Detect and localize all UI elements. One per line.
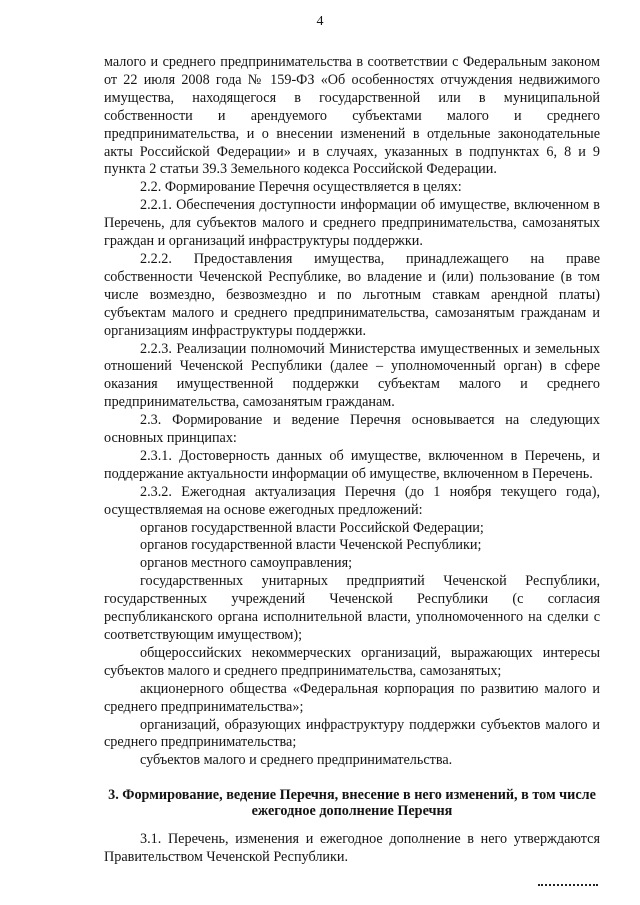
- paragraph-2-3-1: 2.3.1. Достоверность данных об имуществе, включенном в Перечень, и поддержание актуальности информации об имуществе, включенном в Перечень.: [104, 447, 600, 482]
- list-item: акционерного общества «Федеральная корпорация по развитию малого и среднего предпринимательства»;: [104, 680, 600, 715]
- section-3-title: 3. Формирование, ведение Перечня, внесение в него изменений, в том числе ежегодное дополнение Перечня: [108, 787, 596, 820]
- paragraph-intro: малого и среднего предпринимательства в соответствии с Федеральным законом от 22 июля 2008 года № 159-ФЗ «Об особенностях отчуждения недвижимого имущества, находящегося в государственной или в муниципальной собственности и арендуемого субъектами малого и среднего предпринимательства, и о внесении изменений в отдельные законодательные акты Российской Федерации» и в случаях, указанных в подпунктах 6, 8 и 9 пункта 2 статьи 39.3 Земельного кодекса Российской Федерации.: [104, 54, 600, 178]
- list-item: государственных унитарных предприятий Чеченской Республики, государственных учреждений Чеченской Республики (с согласия республиканского органа исполнительной власти, уполномоченного на сделки с соответствующим имуществом);: [104, 573, 600, 643]
- scan-mark: [538, 884, 598, 889]
- list-item: субъектов малого и среднего предпринимательства.: [140, 752, 453, 769]
- list-item: органов государственной власти Чеченской Республики;: [140, 537, 482, 554]
- paragraph-2-2-2: 2.2.2. Предоставления имущества, принадлежащего на праве собственности Чеченской Республике, во владение и (или) пользование (в том числе возмездно, безвозмездно и по льготным ставкам арендной платы) субъектам малого и среднего предпринимательства, самозанятым гражданам и организациям инфраструктуры поддержки.: [104, 250, 600, 339]
- paragraph-2-3: 2.3. Формирование и ведение Перечня основывается на следующих основных принципах:: [104, 412, 600, 447]
- list-item: общероссийских некоммерческих организаций, выражающих интересы субъектов малого и среднего предпринимательства, самозанятых;: [104, 644, 600, 679]
- page-number: 4: [316, 14, 324, 29]
- list-item: органов государственной власти Российской Федерации;: [140, 519, 484, 536]
- paragraph-2-3-2: 2.3.2. Ежегодная актуализация Перечня (до 1 ноября текущего года), осуществляемая на основе ежегодных предложений:: [104, 483, 600, 518]
- document-body: [104, 54, 600, 867]
- paragraph-2-2-3: 2.2.3. Реализации полномочий Министерства имущественных и земельных отношений Чеченской Республики (далее – уполномоченный орган) в сфере оказания имущественной поддержки субъектам малого и среднего предпринимательства, самозанятым гражданам.: [104, 340, 600, 411]
- list-item: органов местного самоуправления;: [140, 555, 353, 572]
- paragraph-2-2: 2.2. Формирование Перечня осуществляется в целях:: [140, 179, 462, 196]
- paragraph-3-1: 3.1. Перечень, изменения и ежегодное дополнение в него утверждаются Правительством Чеченской Республики.: [104, 831, 600, 866]
- list-item: организаций, образующих инфраструктуру поддержки субъектов малого и среднего предпринимательства;: [104, 716, 600, 751]
- paragraph-2-2-1: 2.2.1. Обеспечения доступности информации об имуществе, включенном в Перечень, для субъектов малого и среднего предпринимательства, самозанятых граждан и организаций инфраструктуры поддержки.: [104, 197, 600, 250]
